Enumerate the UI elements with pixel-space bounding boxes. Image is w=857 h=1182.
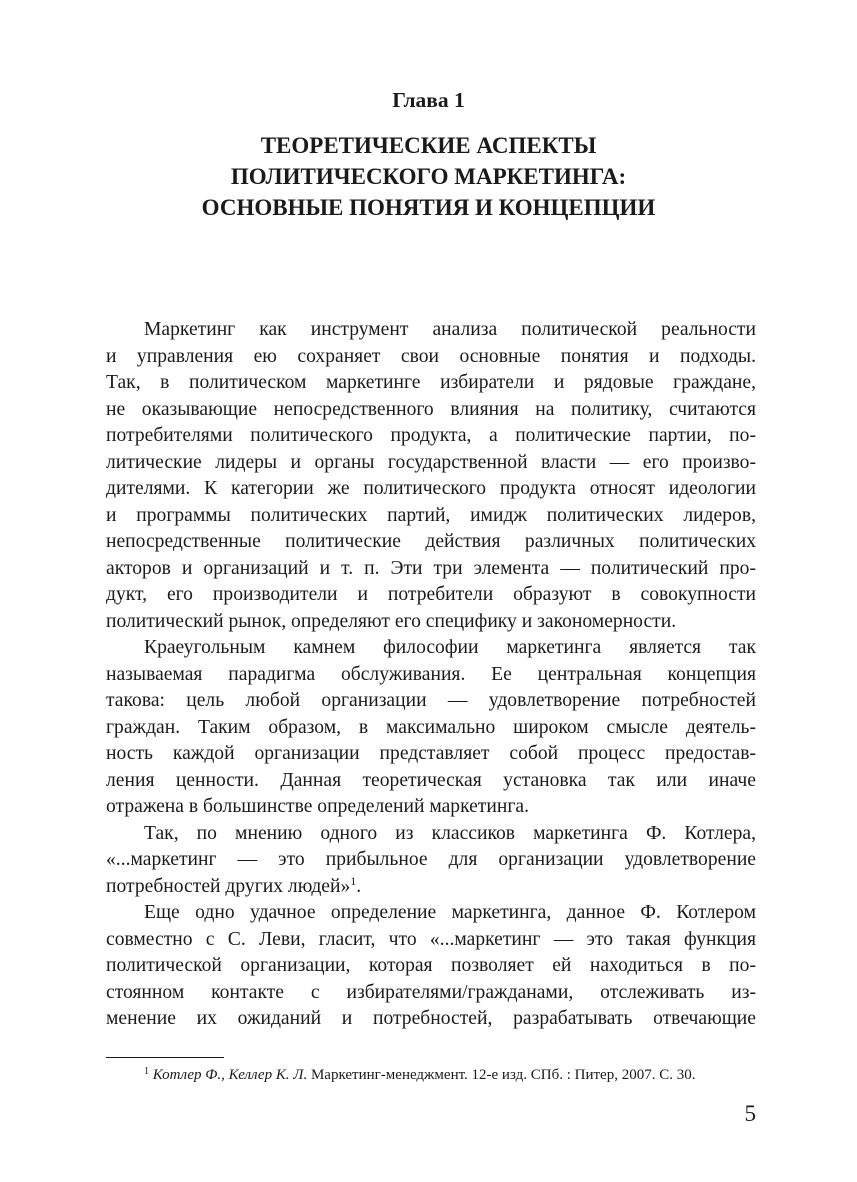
text-line: и управления ею сохраняет свои основные понятия и подходы. — [106, 345, 756, 367]
text-line: не оказывающие непосредственного влияния на политику, считаются — [106, 398, 756, 420]
text-line: Краеугольным камнем философии маркетинга является так — [144, 637, 756, 658]
text-line: Так, по мнению одного из классиков маркетинга Ф. Котлера, — [144, 822, 756, 844]
paragraph — [106, 317, 756, 635]
footnote-mark: 1 — [144, 1066, 149, 1077]
text-line: Маркетинг как инструмент анализа политической реальности — [144, 319, 756, 340]
text-line: и программы политических партий, имидж политических лидеров, — [106, 504, 756, 526]
text-line: дукт, его производители и потребители образуют в совокупности — [106, 584, 756, 605]
text-line: акторов и организаций и т. п. Эти три элемента — политический про- — [106, 557, 756, 579]
text-line: потребителями политического продукта, а политические партии, по- — [106, 425, 756, 446]
paragraph — [106, 900, 756, 1033]
text-fragment: потребностей других людей» — [106, 875, 351, 897]
text-line: стоянном контакте с избирателями/гражданами, отслеживать из- — [106, 981, 756, 1003]
text-line: политический рынок, определяют его специфику и закономерности. — [106, 610, 677, 632]
chapter-title — [0, 130, 857, 223]
footnote-reference[interactable]: 1 — [350, 873, 357, 888]
text-fragment: . — [356, 875, 362, 897]
text-line: отражена в большинстве определений маркетинга. — [106, 796, 529, 817]
chapter-label: Глава 1 — [392, 88, 465, 112]
text-line: «...маркетинг — это прибыльное для организации удовлетворение — [106, 849, 756, 870]
text-line: Так, в политическом маркетинге избиратели и рядовые граждане, — [106, 372, 756, 393]
text-line: совместно с С. Леви, гласит, что «...маркетинг — это такая функция — [106, 928, 756, 950]
text-line: политической организации, которая позволяет ей находиться в по- — [106, 955, 756, 976]
text-line: менение их ожиданий и потребностей, разрабатывать отвечающие — [106, 1008, 756, 1029]
footnote-divider — [106, 1057, 224, 1058]
footnote-text: Маркетинг-менеджмент. 12-е изд. СПб. : Питер, 2007. С. 30. — [307, 1067, 696, 1083]
chapter-title-line: ОСНОВНЫЕ ПОНЯТИЯ И КОНЦЕПЦИИ — [201, 195, 656, 220]
text-line: литические лидеры и органы государственной власти — его произво- — [106, 451, 756, 473]
text-line: Еще одно удачное определение маркетинга, данное Ф. Котлером — [144, 902, 756, 923]
chapter-title-line: ПОЛИТИЧЕСКОГО МАРКЕТИНГА: — [230, 164, 627, 189]
chapter-title-line: ТЕОРЕТИЧЕСКИЕ АСПЕКТЫ — [260, 133, 597, 158]
text-line: граждан. Таким образом, в максимально широком смысле деятель- — [106, 716, 756, 738]
text-line — [106, 874, 756, 901]
text-line: ность каждой организации представляет собой процесс предостав- — [106, 743, 756, 764]
text-line: ления ценности. Данная теоретическая установка так или иначе — [106, 769, 756, 791]
paragraph — [106, 635, 756, 821]
page-number: 5 — [744, 1101, 756, 1126]
body-text — [106, 317, 756, 1033]
footnote — [106, 1065, 756, 1085]
paragraph — [106, 821, 756, 901]
footnote-authors: Котлер Ф., Келлер К. Л. — [152, 1067, 308, 1083]
text-line: называемая парадигма обслуживания. Ее центральная концепция — [106, 663, 756, 685]
text-line: такова: цель любой организации — удовлетворение потребностей — [106, 690, 756, 711]
text-line: непосредственные политические действия различных политических — [106, 531, 756, 552]
text-line: дителями. К категории же политического продукта относят идеологии — [106, 478, 756, 499]
